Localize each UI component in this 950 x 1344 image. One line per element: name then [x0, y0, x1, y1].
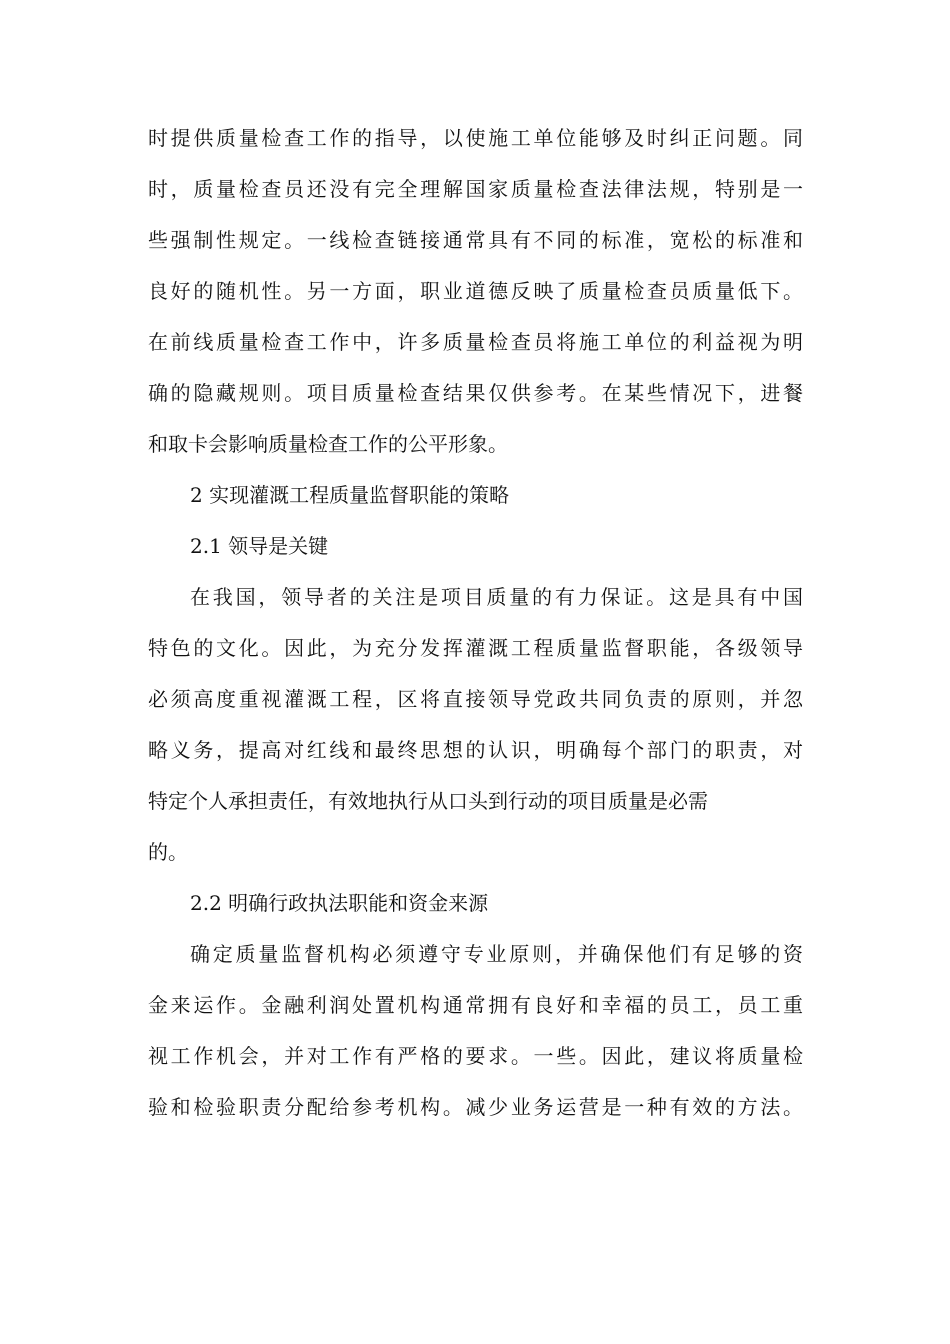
subsection-heading-2-2: 2.2 明确行政执法职能和资金来源: [190, 891, 489, 915]
paragraph-administrative-funding: [148, 929, 803, 1133]
document-body: [148, 113, 803, 1133]
text-line: 验和检验职责分配给参考机构。减少业务运营是一种有效的方法。: [148, 1095, 803, 1119]
text-line: 在我国，领导者的关注是项目质量的有力保证。这是具有中国: [190, 585, 803, 609]
paragraph-quality-inspection-issues: [148, 113, 803, 470]
text-line: 和取卡会影响质量检查工作的公平形象。: [148, 432, 508, 456]
text-line: 时，质量检查员还没有完全理解国家质量检查法律法规，特别是一: [148, 177, 803, 201]
paragraph-leadership: [148, 572, 803, 878]
text-line: 些强制性规定。一线检查链接通常具有不同的标准，宽松的标准和: [148, 228, 803, 252]
section-heading-2: 2 实现灌溉工程质量监督职能的策略: [190, 483, 510, 507]
text-line: 必须高度重视灌溉工程，区将直接领导党政共同负责的原则，并忽: [148, 687, 803, 711]
text-line: 金来运作。金融利润处置机构通常拥有良好和幸福的员工，员工重: [148, 993, 803, 1017]
text-line: 特色的文化。因此，为充分发挥灌溉工程质量监督职能，各级领导: [148, 636, 803, 660]
text-line: 视工作机会，并对工作有严格的要求。一些。因此，建议将质量检: [148, 1044, 803, 1068]
subsection-heading-2-1: 2.1 领导是关键: [190, 534, 329, 558]
text-line: 特定个人承担责任，有效地执行从口头到行动的项目质量是必需: [148, 789, 708, 813]
text-line: 确定质量监督机构必须遵守专业原则，并确保他们有足够的资: [190, 942, 803, 966]
text-line: 时提供质量检查工作的指导，以使施工单位能够及时纠正问题。同: [148, 126, 803, 150]
text-line: 略义务，提高对红线和最终思想的认识，明确每个部门的职责，对: [148, 738, 803, 762]
text-line: 在前线质量检查工作中，许多质量检查员将施工单位的利益视为明: [148, 330, 803, 354]
text-line: 的。: [148, 840, 188, 864]
text-line: 确的隐藏规则。项目质量检查结果仅供参考。在某些情况下，进餐: [148, 381, 803, 405]
text-line: 良好的随机性。另一方面，职业道德反映了质量检查员质量低下。: [148, 279, 803, 303]
